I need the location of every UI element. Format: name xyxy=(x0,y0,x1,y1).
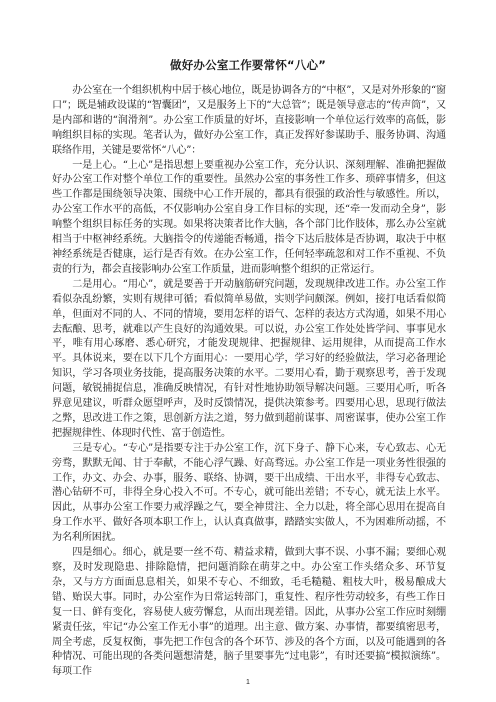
paragraph-yongxin: 二是用心。“用心”，就是要善于开动脑筋研究问题，发现规律改进工作。办公室工作看似杂乱纷繁，实则有规律可循；看似简单易做，实则学问颇深。例如，接打电话看似简单，但面对不同的人、不同的情境，要用怎样的语气、怎样的表达方式沟通，如果不用心去酝酿、思考，就难以产生良好的沟通效果。可以说，办公室工作处处皆学问、事事见水平，唯有用心琢磨、悉心研究，才能发现规律、把握规律、运用规律，从而提高工作水平。具体说来，要在以下几个方面用心：一要用心学，学习好的经验做法，学习必备理论知识，学习各项业务技能，提高服务决策的水平。二要用心看，勤于观察思考，善于发现问题，敏锐捕捉信息，准确反映情况，有针对性地协助领导解决问题。三要用心听，听各界意见建议，听群众愿望呼声，及时反馈情况，提供决策参考。四要用心思，思现行做法之弊，思改进工作之策，思创新方法之道，努力做到超前谋事、周密谋事，使办公室工作把握规律性、体现时代性、富于创造性。 xyxy=(52,278,446,439)
paragraph-intro: 办公室在一个组织机构中居于核心地位，既是协调各方的“中枢”，又是对外形象的“窗口”；既是辅政设谋的“智囊团”，又是服务上下的“大总管”；既是领导意志的“传声筒”，又是内部和谐的“润滑剂”。办公室工作质量的好坏，直接影响一个单位运行效率的高低，影响组织目标的实现。笔者认为，做好办公室工作，真正发挥好参谋助手、服务协调、沟通联络作用，关键是要常怀“八心”： xyxy=(52,85,446,156)
paragraph-zhuanxin: 三是专心。“专心”是指要专注于办公室工作，沉下身子、静下心来，专心致志、心无旁骛，默默无闻、甘于奉献，不能心浮气躁、好高骛远。办公室工作是一项业务性很强的工作，办文、办会、办事，服务、联络、协调，要干出成绩、干出水平，非得专心致志、潜心钻研不可，非得全身心投入不可。不专心，就可能出差错；不专心，就无法上水平。因此，从事办公室工作要力戒浮躁之气，要全神贯注、全力以赴，将全部心思用在提高自身工作水平、做好各项本职工作上，认认真真做事，踏踏实实做人，不为困难所动摇，不为名利所困扰。 xyxy=(52,442,446,544)
page-number: 1 xyxy=(246,679,250,686)
paragraph-xixin: 四是细心。细心，就是要一丝不苟、精益求精，做到大事不误、小事不漏；要细心观察，及时发现隐患、排除隐情，把问题消除在萌芽之中。办公室工作头绪众多、环节复杂，又与方方面面息息相关，如果不专心、不细致，毛毛糙糙、粗枝大叶，极易酿成大错、贻误大事。同时，办公室作为日常运转部门，重复性、程序性劳动较多，有些工作日复一日、鲜有变化，容易使人疲劳懈怠，从而出现差错。因此，从事办公室工作应时刻绷紧责任弦，牢记“办公室工作无小事”的道理。出主意、做方案、办事情，都要缜密思考，周全考虑，反复权衡，事先把工作包含的各个环节、涉及的各个方面，以及可能遇到的各种情况、可能出现的各类问题想清楚，脑子里要事先“过电影”，有时还要搞“模拟演练”。每项工作 xyxy=(52,547,446,678)
document-title: 做好办公室工作要常怀“八心” xyxy=(170,58,326,72)
paragraph-shangxin: 一是上心。“上心”是指思想上要重视办公室工作，充分认识、深刻理解、准确把握做好办公室工作对整个单位工作的重要性。虽然办公室的事务性工作多、琐碎事情多，但这些工作都是围绕领导决策、围绕中心工作开展的，都具有很强的政治性与敏感性。所以，办公室工作水平的高低，不仅影响办公室自身工作目标的实现，还“牵一发而动全身”，影响整个组织目标任务的实现。如果将决策者比作大脑，各个部门比作肢体，那么办公室就相当于中枢神经系统。大脑指令的传递能否畅通，指令下达后肢体是否协调，取决于中枢神经系统是否健康，运行是否有效。在办公室工作，任何轻率疏忽和对工作不重视、不负责的行为，都会直接影响办公室工作质量，进而影响整个组织的正常运行。 xyxy=(52,159,446,275)
document-body xyxy=(52,84,446,680)
